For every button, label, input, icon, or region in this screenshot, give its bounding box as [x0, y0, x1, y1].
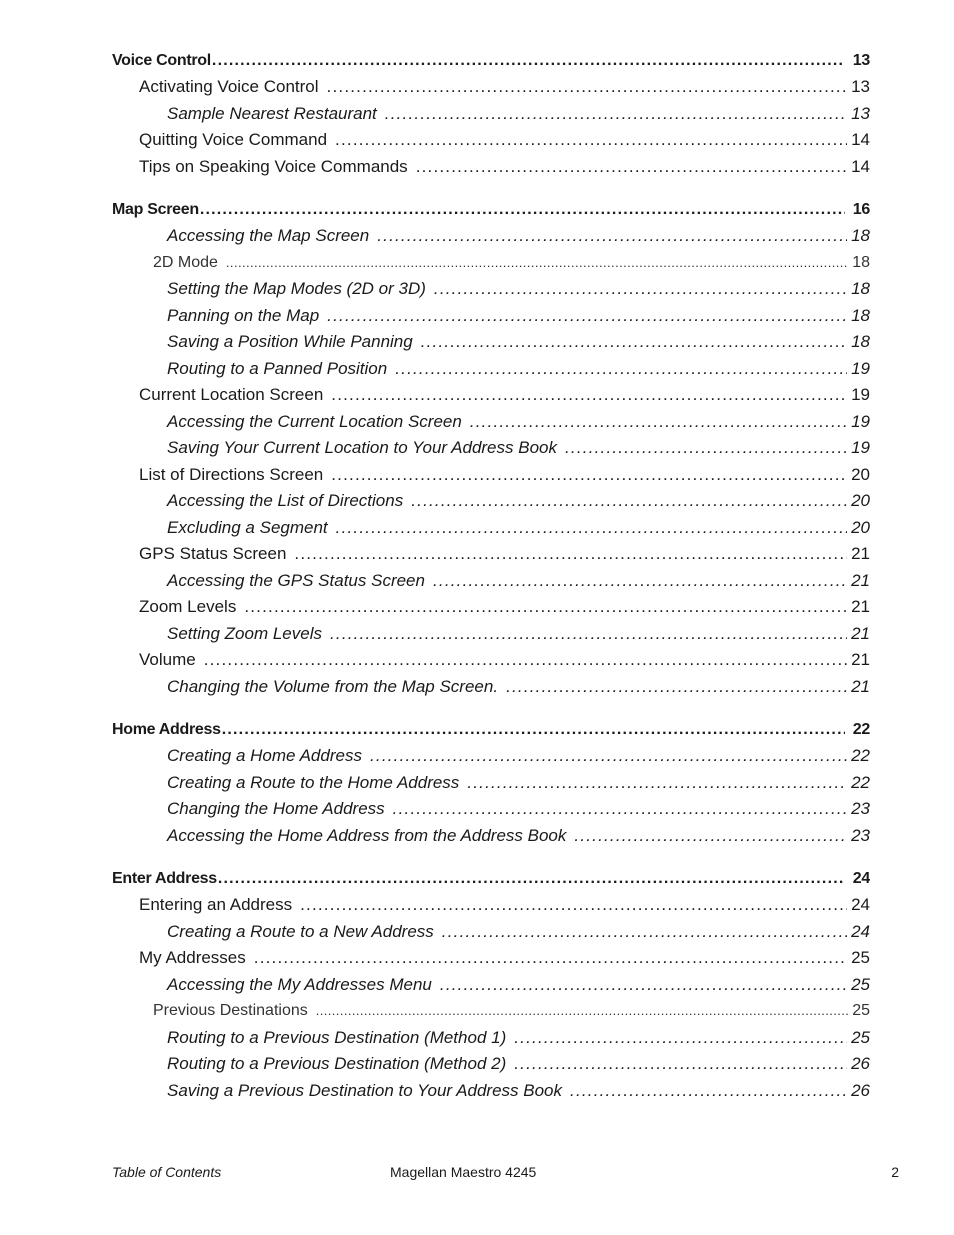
dot-leader: [514, 1025, 847, 1052]
toc-entry[interactable]: [112, 154, 870, 181]
toc-entry-title: My Addresses: [139, 948, 246, 967]
toc-entry-page: 24: [851, 921, 870, 941]
toc-entry-title: Previous Destinations: [153, 1002, 308, 1019]
toc-entry[interactable]: [112, 515, 870, 542]
toc-entry-title: Zoom Levels: [139, 597, 237, 616]
toc-entry[interactable]: [112, 796, 870, 823]
dot-leader: [416, 154, 847, 181]
toc-entry-page: 13: [851, 77, 870, 96]
toc-entry[interactable]: [112, 1078, 870, 1105]
toc-entry-page: 14: [851, 156, 870, 176]
toc-entry-title: Panning on the Map: [167, 305, 320, 325]
toc-entry[interactable]: [112, 919, 870, 946]
toc-entry-page: 18: [852, 253, 870, 271]
toc-entry[interactable]: [112, 127, 870, 154]
toc-entry-page: 24: [852, 870, 870, 887]
toc-entry-page: 18: [851, 332, 870, 351]
toc-entry-page: 25: [852, 1002, 870, 1019]
toc-entry-title: GPS Status Screen: [139, 544, 287, 563]
dot-leader: [506, 674, 847, 701]
dot-leader: [316, 998, 848, 1025]
toc-entry-page: 25: [851, 974, 870, 994]
toc-entry-title: Saving Your Current Location to Your Address Book: [167, 438, 557, 457]
toc-entry-title: Map Screen: [112, 201, 199, 218]
toc-entry[interactable]: [112, 647, 870, 674]
dot-leader: [574, 823, 847, 850]
toc-entry-title: Enter Address: [112, 870, 217, 887]
toc-entry-page: 19: [851, 438, 870, 457]
dot-leader: [434, 276, 847, 303]
toc-entry-page: 21: [851, 544, 870, 563]
toc-entry[interactable]: [112, 101, 870, 128]
toc-entry-page: 22: [852, 721, 870, 738]
toc-entry[interactable]: [112, 74, 870, 101]
dot-leader: [470, 409, 847, 436]
toc-entry-title: Activating Voice Control: [139, 77, 319, 96]
dot-leader: [440, 972, 847, 999]
toc-entry-title: Tips on Speaking Voice Commands: [139, 156, 408, 176]
toc-entry-title: Saving a Position While Panning: [167, 332, 413, 351]
toc-entry-title: Home Address: [112, 721, 221, 738]
toc-entry-title: Routing to a Previous Destination (Method 1): [167, 1027, 507, 1047]
toc-entry[interactable]: [112, 945, 870, 972]
dot-leader: [222, 717, 845, 743]
toc-entry[interactable]: [112, 541, 870, 568]
toc-entry-page: 18: [851, 226, 870, 245]
toc-entry-page: 23: [851, 799, 870, 818]
toc-entry-title: Setting the Map Modes (2D or 3D): [167, 279, 426, 298]
toc-entry-title: Volume: [139, 650, 196, 669]
toc-entry-title: Sample Nearest Restaurant: [167, 103, 377, 123]
table-of-contents: [112, 48, 870, 1104]
toc-entry[interactable]: [112, 329, 870, 356]
footer-section-title: Table of Contents: [112, 1164, 222, 1180]
toc-entry-page: 21: [851, 597, 870, 616]
toc-entry-title: Accessing the Map Screen: [167, 226, 370, 245]
toc-entry[interactable]: [112, 382, 870, 409]
toc-entry-title: Saving a Previous Destination to Your Address Book: [167, 1080, 563, 1100]
toc-section-entry[interactable]: [112, 48, 870, 74]
toc-entry[interactable]: [112, 276, 870, 303]
dot-leader: [570, 1078, 847, 1105]
toc-entry[interactable]: [112, 594, 870, 621]
toc-entry-page: 21: [851, 623, 870, 643]
toc-section-entry[interactable]: [112, 717, 870, 743]
toc-entry[interactable]: [112, 250, 870, 277]
dot-leader: [385, 101, 847, 128]
page-footer: [0, 1164, 954, 1182]
dot-leader: [300, 892, 847, 919]
dot-leader: [335, 127, 847, 154]
toc-entry-page: 22: [851, 772, 870, 792]
toc-entry-page: 20: [851, 517, 870, 537]
dot-leader: [331, 382, 847, 409]
toc-entry[interactable]: [112, 972, 870, 999]
toc-entry[interactable]: [112, 356, 870, 383]
dot-leader: [442, 919, 847, 946]
dot-leader: [411, 488, 847, 515]
dot-leader: [204, 647, 847, 674]
toc-entry-title: Setting Zoom Levels: [167, 623, 322, 643]
toc-entry-page: 14: [851, 130, 870, 149]
toc-entry-page: 18: [851, 279, 870, 298]
dot-leader: [377, 223, 847, 250]
toc-entry-page: 23: [851, 825, 870, 845]
toc-entry-page: 25: [851, 948, 870, 967]
toc-entry[interactable]: [112, 823, 870, 850]
toc-entry-page: 20: [851, 491, 870, 510]
toc-entry-page: 16: [852, 201, 870, 218]
toc-entry[interactable]: [112, 488, 870, 515]
toc-entry-title: Creating a Home Address: [167, 746, 362, 765]
toc-entry-page: 26: [851, 1054, 870, 1073]
dot-leader: [327, 303, 847, 330]
toc-entry-title: Voice Control: [112, 52, 211, 69]
toc-entry[interactable]: [112, 674, 870, 701]
toc-entry-title: Excluding a Segment: [167, 517, 328, 537]
toc-entry-title: Routing to a Previous Destination (Method 2): [167, 1054, 507, 1073]
toc-entry-title: Accessing the My Addresses Menu: [167, 974, 432, 994]
dot-leader: [294, 541, 847, 568]
dot-leader: [327, 74, 848, 101]
toc-entry[interactable]: [112, 1025, 870, 1052]
toc-entry-title: Entering an Address: [139, 895, 293, 914]
dot-leader: [200, 197, 845, 223]
toc-entry-title: Changing the Volume from the Map Screen.: [167, 676, 499, 696]
dot-leader: [421, 329, 847, 356]
toc-entry-page: 20: [851, 464, 870, 484]
dot-leader: [254, 945, 847, 972]
toc-entry-title: List of Directions Screen: [139, 464, 324, 484]
toc-entry[interactable]: [112, 223, 870, 250]
toc-entry-page: 26: [851, 1080, 870, 1100]
dot-leader: [218, 866, 845, 892]
dot-leader: [393, 796, 847, 823]
toc-entry-page: 25: [851, 1027, 870, 1047]
dot-leader: [433, 568, 847, 595]
toc-entry-title: Routing to a Panned Position: [167, 358, 388, 378]
toc-entry-page: 13: [851, 103, 870, 123]
toc-entry[interactable]: [112, 770, 870, 797]
toc-entry-title: Accessing the Home Address from the Address Book: [167, 825, 567, 845]
toc-entry[interactable]: [112, 1051, 870, 1078]
toc-entry-title: Accessing the Current Location Screen: [167, 411, 462, 431]
toc-entry[interactable]: [112, 743, 870, 770]
footer-page-number: 2: [891, 1164, 899, 1180]
toc-entry-page: 22: [851, 746, 870, 765]
toc-entry-page: 19: [851, 411, 870, 431]
toc-section-entry[interactable]: [112, 197, 870, 223]
toc-entry-page: 24: [851, 895, 870, 914]
toc-entry[interactable]: [112, 621, 870, 648]
toc-entry-page: 19: [851, 358, 870, 378]
toc-entry[interactable]: [112, 462, 870, 489]
toc-entry-page: 21: [851, 676, 870, 696]
dot-leader: [244, 594, 847, 621]
dot-leader: [226, 250, 848, 277]
toc-entry-page: 18: [851, 305, 870, 325]
toc-entry-page: 21: [851, 570, 870, 590]
toc-entry[interactable]: [112, 998, 870, 1025]
toc-entry-title: Accessing the List of Directions: [167, 491, 404, 510]
dot-leader: [370, 743, 847, 770]
toc-entry-title: Creating a Route to a New Address: [167, 921, 434, 941]
toc-entry-title: Current Location Screen: [139, 385, 324, 404]
toc-entry-title: Changing the Home Address: [167, 799, 385, 818]
dot-leader: [330, 621, 847, 648]
dot-leader: [212, 48, 845, 74]
toc-entry-page: 19: [851, 385, 870, 404]
footer-product-name: Magellan Maestro 4245: [390, 1164, 537, 1180]
toc-entry-page: 21: [851, 650, 870, 669]
toc-entry[interactable]: [112, 892, 870, 919]
toc-entry[interactable]: [112, 435, 870, 462]
dot-leader: [565, 435, 847, 462]
toc-entry[interactable]: [112, 303, 870, 330]
toc-entry-title: 2D Mode: [153, 253, 218, 271]
toc-entry-page: 13: [852, 52, 870, 69]
dot-leader: [467, 770, 847, 797]
dot-leader: [514, 1051, 847, 1078]
dot-leader: [395, 356, 847, 383]
toc-entry-title: Creating a Route to the Home Address: [167, 772, 460, 792]
toc-entry[interactable]: [112, 568, 870, 595]
toc-entry[interactable]: [112, 409, 870, 436]
toc-section-entry[interactable]: [112, 866, 870, 892]
dot-leader: [336, 515, 847, 542]
toc-entry-title: Quitting Voice Command: [139, 130, 328, 149]
dot-leader: [331, 462, 847, 489]
toc-entry-title: Accessing the GPS Status Screen: [167, 570, 425, 590]
